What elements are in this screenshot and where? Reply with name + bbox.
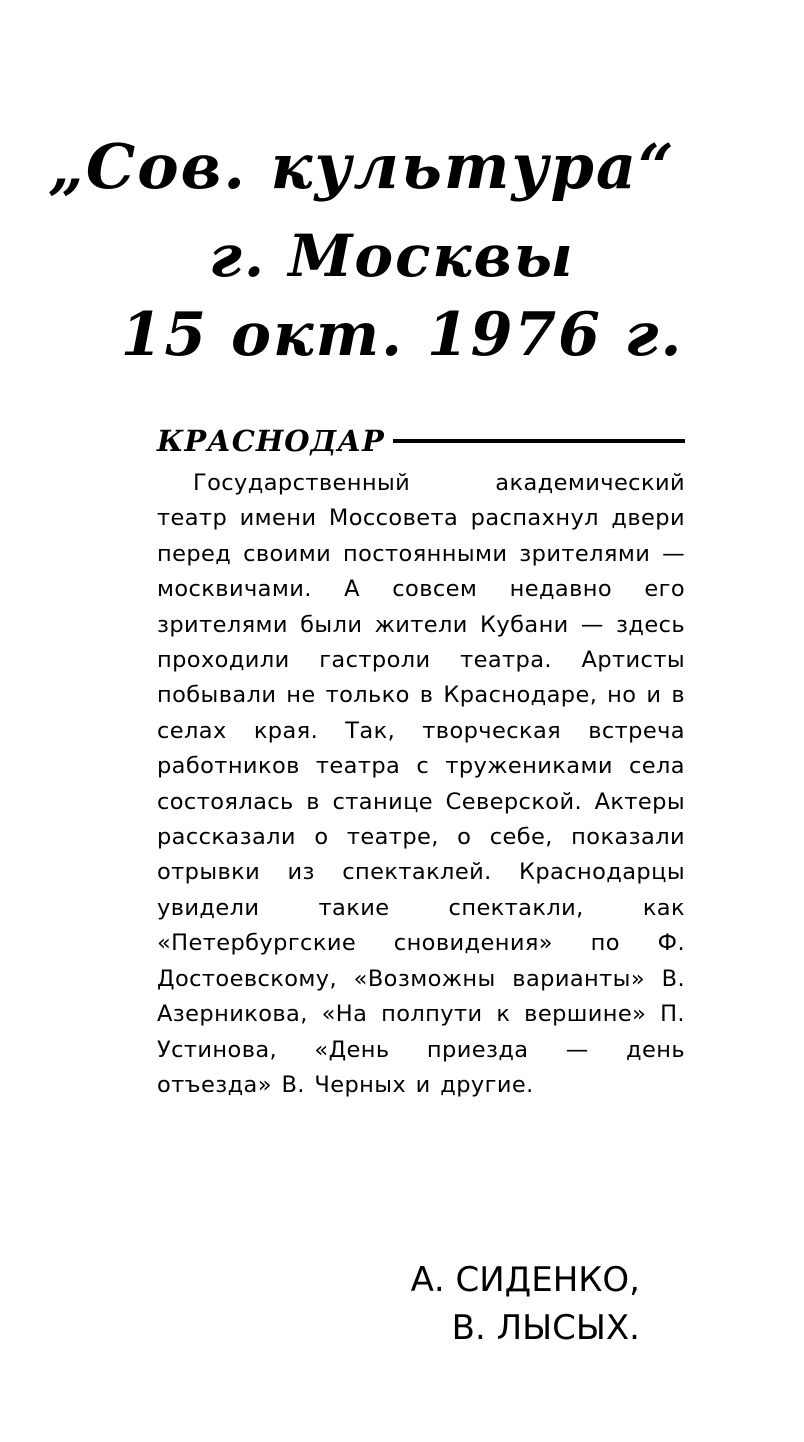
dateline: КРАСНОДАР: [157, 424, 385, 458]
article-body: Государственный академический театр имени Моссовета распахнул двери перед своими постоянными зрителями — москвичами. А совсем недавно его зрителями были жители Кубани — здесь проходили гастроли театра. Артисты побывали не только в Краснодаре, но и в селах края. Так, творческая встреча работников театра с тружениками села состоялась в станице Северской. Актеры рассказали о театре, о себе, показали отрывки из спектаклей. Краснодарцы увидели такие спектакли, как «Петербургские сновидения» по Ф. Достоевскому, «Возможны варианты» В. Азерникова, «На полпути к вершине» П. Устинова, «День приезда — день отъезда» В. Черных и другие.: [157, 470, 685, 1098]
newspaper-clipping: [157, 418, 685, 1103]
handwritten-source-note: „Сов. культура“: [48, 130, 676, 203]
author-name-2: В. ЛЫСЫХ.: [451, 1308, 640, 1348]
dateline-row: [157, 418, 685, 464]
dateline-rule: [393, 439, 685, 443]
handwritten-city-note: г. Москвы: [209, 222, 575, 290]
handwritten-date-note: 15 окт. 1976 г.: [120, 300, 684, 370]
author-name-1: А. СИДЕНКО,: [410, 1260, 640, 1300]
